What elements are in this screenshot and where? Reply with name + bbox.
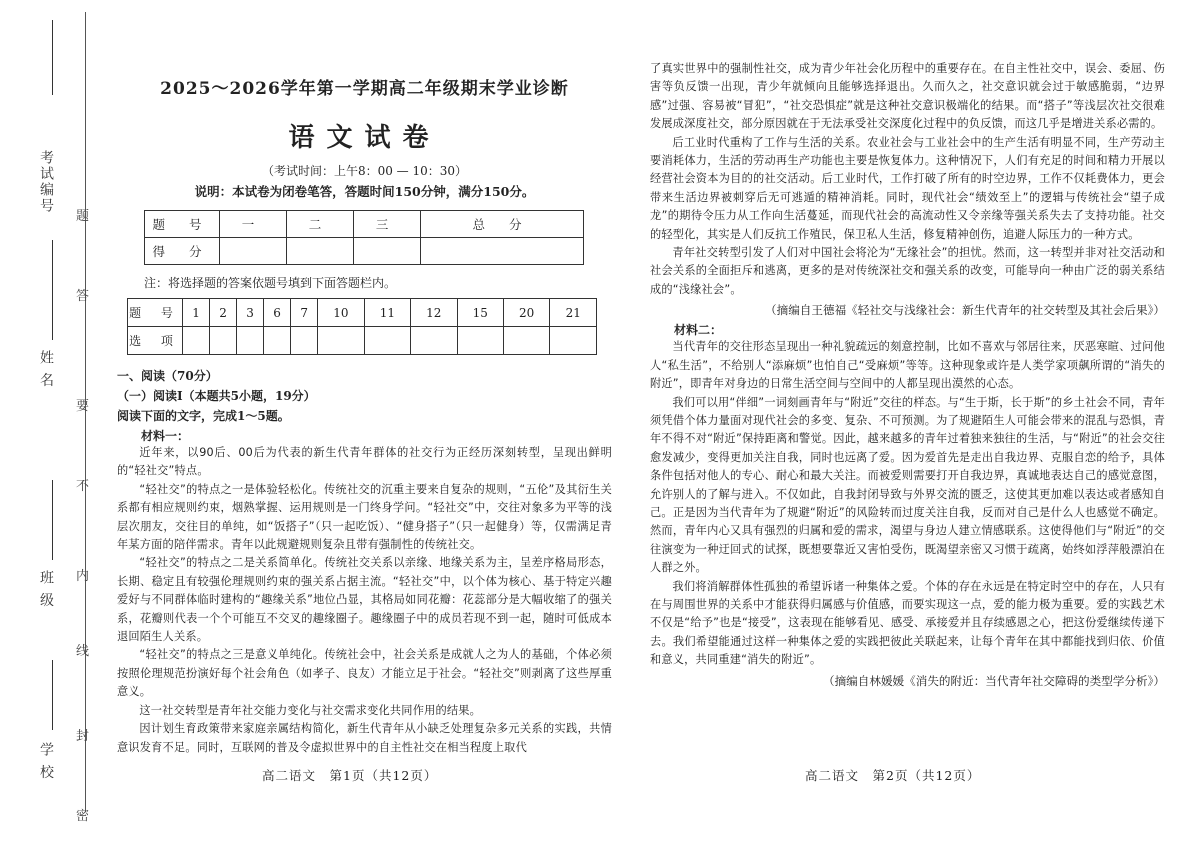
subject-title: 语文试卷 xyxy=(288,123,441,153)
exam-number-label: 考试编号 xyxy=(38,150,54,214)
material-1-label: 材料一： xyxy=(141,429,190,443)
seal-char: 密 xyxy=(76,809,90,824)
paragraph: 当代青年的交往形态呈现出一种礼貌疏远的刻意控制，比如不喜欢与邻居往来，厌恶寒暄、过问他人“私生活”，不给别人“添麻烦”也怕自己“受麻烦”等等。这种现象或许是人类学家项飙所谓的“消失的附近”，即青年对身边的日常生活空间与空间中的人都呈现出漠然的心态。 xyxy=(650,340,1165,391)
paragraph: 近年来，以90后、00后为代表的新生代青年群体的社交行为正经历深刻转型，呈现出鲜明的“轻社交”特点。 xyxy=(117,446,612,478)
answer-blank xyxy=(550,327,597,355)
answer-blank xyxy=(503,327,549,355)
score-cell: 三 xyxy=(354,211,421,238)
paragraph: 青年社交转型引发了人们对中国社会将沦为“无缘社会”的担忧。然而，这一转型并非对社交活动和社会关系的全面拒斥和逃离，更多的是对传统深社交和强关系的改变，可能导向一种由广泛的弱关系结成的“浅缘社会”。 xyxy=(650,246,1165,296)
school-underline xyxy=(52,660,53,730)
paragraph: 这一社交转型是青年社交能力变化与社交需求变化共同作用的结果。 xyxy=(139,703,482,717)
answer-table xyxy=(127,298,597,355)
seal-char: 题 xyxy=(76,209,90,224)
score-blank xyxy=(220,238,287,265)
seal-char: 内 xyxy=(76,569,90,584)
answer-blank xyxy=(264,327,291,355)
paragraph: 我们将消解群体性孤独的希望诉诸一种集体之爱。个体的存在永远是在特定时空中的存在，人只有在与周围世界的关系中才能获得归属感与价值感，而要实现这一点，爱的能力极为重要。爱的实践艺术不仅是“给予”也是“接受”，这表现在能够看见、感受、承接爱并且存续感恩之心，把这份爱继续传递下去。我们希望能通过这样一种集体之爱的实践把彼此关联起来，让每个青年在其中都能找到归依、价值和意义，共同重建“消失的附近”。 xyxy=(650,579,1165,667)
seal-char: 线 xyxy=(76,644,90,659)
seal-char: 要 xyxy=(76,399,90,414)
binding-strip xyxy=(0,0,95,847)
score-cell: 总 分 xyxy=(421,211,584,238)
name-label: 姓 名 xyxy=(38,350,54,389)
question-number: 6 xyxy=(264,299,291,327)
answer-table-option-row xyxy=(128,327,597,355)
school-label: 学 校 xyxy=(38,742,54,781)
score-cell: 题 号 xyxy=(145,211,220,238)
answer-blank xyxy=(457,327,503,355)
page-2-footer: 高二语文 第2页（共12页） xyxy=(805,768,981,783)
material-2-label: 材料二： xyxy=(674,323,723,338)
question-number: 15 xyxy=(457,299,503,327)
score-table-score-row xyxy=(145,238,584,265)
source-citation-2: （摘编自林媛媛《消失的附近：当代青年社交障碍的类型学分析》） xyxy=(822,673,1165,688)
score-table xyxy=(144,210,584,265)
question-number: 1 xyxy=(183,299,210,327)
answer-cell: 题 号 xyxy=(128,299,183,327)
question-number: 20 xyxy=(503,299,549,327)
seal-char: 答 xyxy=(76,289,90,304)
page-1-footer: 高二语文 第1页（共12页） xyxy=(262,768,438,783)
paragraph: 后工业时代重构了工作与生活的关系。农业社会与工业社会中的生产生活有明显不同，生产劳动主要消耗体力，生活的劳动再生产功能也主要是恢复体力。这种情况下，人们有充足的时间和精力开展以经营社会资本为目的的社交活动。后工业时代，工作打破了所有的时空边界，工作不仅耗费体力，更会带来生活边界被刺穿后无可逃遁的精神消耗。同时，现代社会“绩效至上”的逻辑与传统社会“望子成龙”的期待令压力从工作向生活蔓延，而现代社会的高流动性又令亲缘等强关系失去了支持功能。社交的轻型化，其实是人们反抗工作殖民，保卫私人生活，修复精神创伤，追避人际压力的一种方式。 xyxy=(650,135,1165,241)
class-underline xyxy=(52,480,53,560)
score-cell: 二 xyxy=(287,211,354,238)
question-number: 3 xyxy=(237,299,264,327)
score-blank xyxy=(287,238,354,265)
score-blank xyxy=(421,238,584,265)
paragraph: “轻社交”的特点之二是关系简单化。传统社交关系以亲缘、地缘关系为主，呈差序格局形态，长期、稳定且有较强伦理规则约束的强关系占据主流。“轻社交”中，以个体为核心、基于特定兴趣爱好与不同群体临时建构的“趣缘关系”地位凸显，其格局如同花瓣：花蕊部分是大幅收缩了的强关系，花瓣则代表一个个可能互不交叉的趣缘圈子。趣缘圈子中的成员若现不到一起，随时可低成本退回陌生人关系。 xyxy=(117,556,612,644)
answer-cell: 选 项 xyxy=(128,327,183,355)
paragraph: “轻社交”的特点之一是体验轻松化。传统社交的沉重主要来自复杂的规则，“五伦”及其衍生关系都有相应规则约束，烟熟掌握、运用规则是一门终身学问。“轻社交”中，交往对象多为平等的浅层次朋友，交往目的单纯，如“饭搭子”（只一起吃饭）、“健身搭子”（只一起健身）等，仅需满足青年某方面的陪伴需求。青年以此规避规则复杂且带有强制性的传统社交。 xyxy=(117,482,612,552)
paragraph: 了真实世界中的强制性社交，成为青少年社会化历程中的重要存在。在自主性社交中，误会、委屈、伤害等负反馈一出现，青少年就倾向且能够选择退出。久而久之，社交意识就会过于敏感脆弱，“边界感”过强、容易被“冒犯”，“社交恐惧症”就是这种社交意识极端化的结果。而“搭子”等浅层次社交很难发展成深度社交，部分原因就在于无法承受社交深度化过程中的负反馈，而这几乎是增进关系必需的。 xyxy=(650,62,1165,131)
paragraph: 因计划生育政策带来家庭亲属结构简化，新生代青年从小缺乏处理复杂多元关系的实践，共情意识发育不足。同时，互联网的普及令虚拟世界中的自主性社交在相当程度上取代 xyxy=(117,722,612,754)
page-1 xyxy=(117,60,612,757)
question-number: 2 xyxy=(210,299,237,327)
score-cell: 得 分 xyxy=(145,238,220,265)
answer-note: 注：将选择题的答案依题号填到下面答题栏内。 xyxy=(144,276,397,290)
question-number: 12 xyxy=(411,299,457,327)
question-number: 10 xyxy=(318,299,364,327)
answer-blank xyxy=(291,327,318,355)
answer-blank xyxy=(364,327,410,355)
seal-char: 不 xyxy=(76,479,90,494)
exam-rule-note: 说明：本试卷为闭卷笔答，答题时间150分钟，满分150分。 xyxy=(194,184,535,199)
answer-blank xyxy=(210,327,237,355)
page-2 xyxy=(650,60,1165,692)
name-underline xyxy=(52,240,53,340)
seal-char: 封 xyxy=(76,729,90,744)
exam-title: 2025～2026学年第一学期高二年级期末学业诊断 xyxy=(160,79,569,99)
score-table-header-row xyxy=(145,211,584,238)
answer-blank xyxy=(183,327,210,355)
score-blank xyxy=(354,238,421,265)
paragraph: 我们可以用“伴细”一词刻画青年与“附近”交往的样态。与“生于斯，长于斯”的乡土社会不同，青年须凭借个体力量面对现代社会的多变、复杂、不可预测。为了规避陌生人可能会带来的混乱与恐惧，青年不得不对“附近”保持距离和警觉。因此，越来越多的青年过着独来独往的生活，与“附近”的社会交往愈发减少，变得更加关注自我，同时也远离了爱。因为爱首先是走出自我边界、克服自恋的给予，具体条件包括对他人的专心、耐心和最大关注。而被爱则需要打开自我边界，真诚地表达自己的感觉意图，允许别人的了解与进入。不仅如此，自我封闭导致与外界交流的匮乏，这使其更加难以表达或者感知自己。正是因为当代青年为了规避“附近”的风险转而过度关注自我，反而对自己是什么人也感觉不确定。然而，青年内心又具有强烈的归属和爱的需求，渴望与身边人建立情感联系。这使得他们与“附近”的交往演变为一种迂回式的试探，既想要靠近又害怕受伤，既渴望亲密又习惯于疏离，始终如浮萍般漂泊在人群之外。 xyxy=(650,395,1165,575)
question-number: 21 xyxy=(550,299,597,327)
answer-blank xyxy=(318,327,364,355)
answer-table-number-row xyxy=(128,299,597,327)
answer-blank xyxy=(411,327,457,355)
question-number: 11 xyxy=(364,299,410,327)
exam-time-note: （考试时间：上午8：00 — 10：30） xyxy=(261,164,468,178)
class-label: 班 级 xyxy=(38,570,54,609)
answer-blank xyxy=(237,327,264,355)
part-heading: （一）阅读Ⅰ（本题共5小题，19分） xyxy=(117,389,316,403)
source-citation-1: （摘编自王德福《轻社交与浅缘社会：新生代青年的社交转型及其社会后果》） xyxy=(765,303,1165,318)
reading-instruction: 阅读下面的文字，完成1～5题。 xyxy=(117,409,290,423)
score-cell: 一 xyxy=(220,211,287,238)
question-number: 7 xyxy=(291,299,318,327)
paragraph: “轻社交”的特点之三是意义单纯化。传统社会中，社会关系是成就人之为人的基础，个体必须按照伦理规范扮演好每个社会角色（如孝子、良友）才能立足于社会。“轻社交”则剥离了这些厚重意义。 xyxy=(117,648,612,699)
section-heading: 一、阅读（70分） xyxy=(117,369,218,383)
exam-number-underline xyxy=(52,20,53,95)
